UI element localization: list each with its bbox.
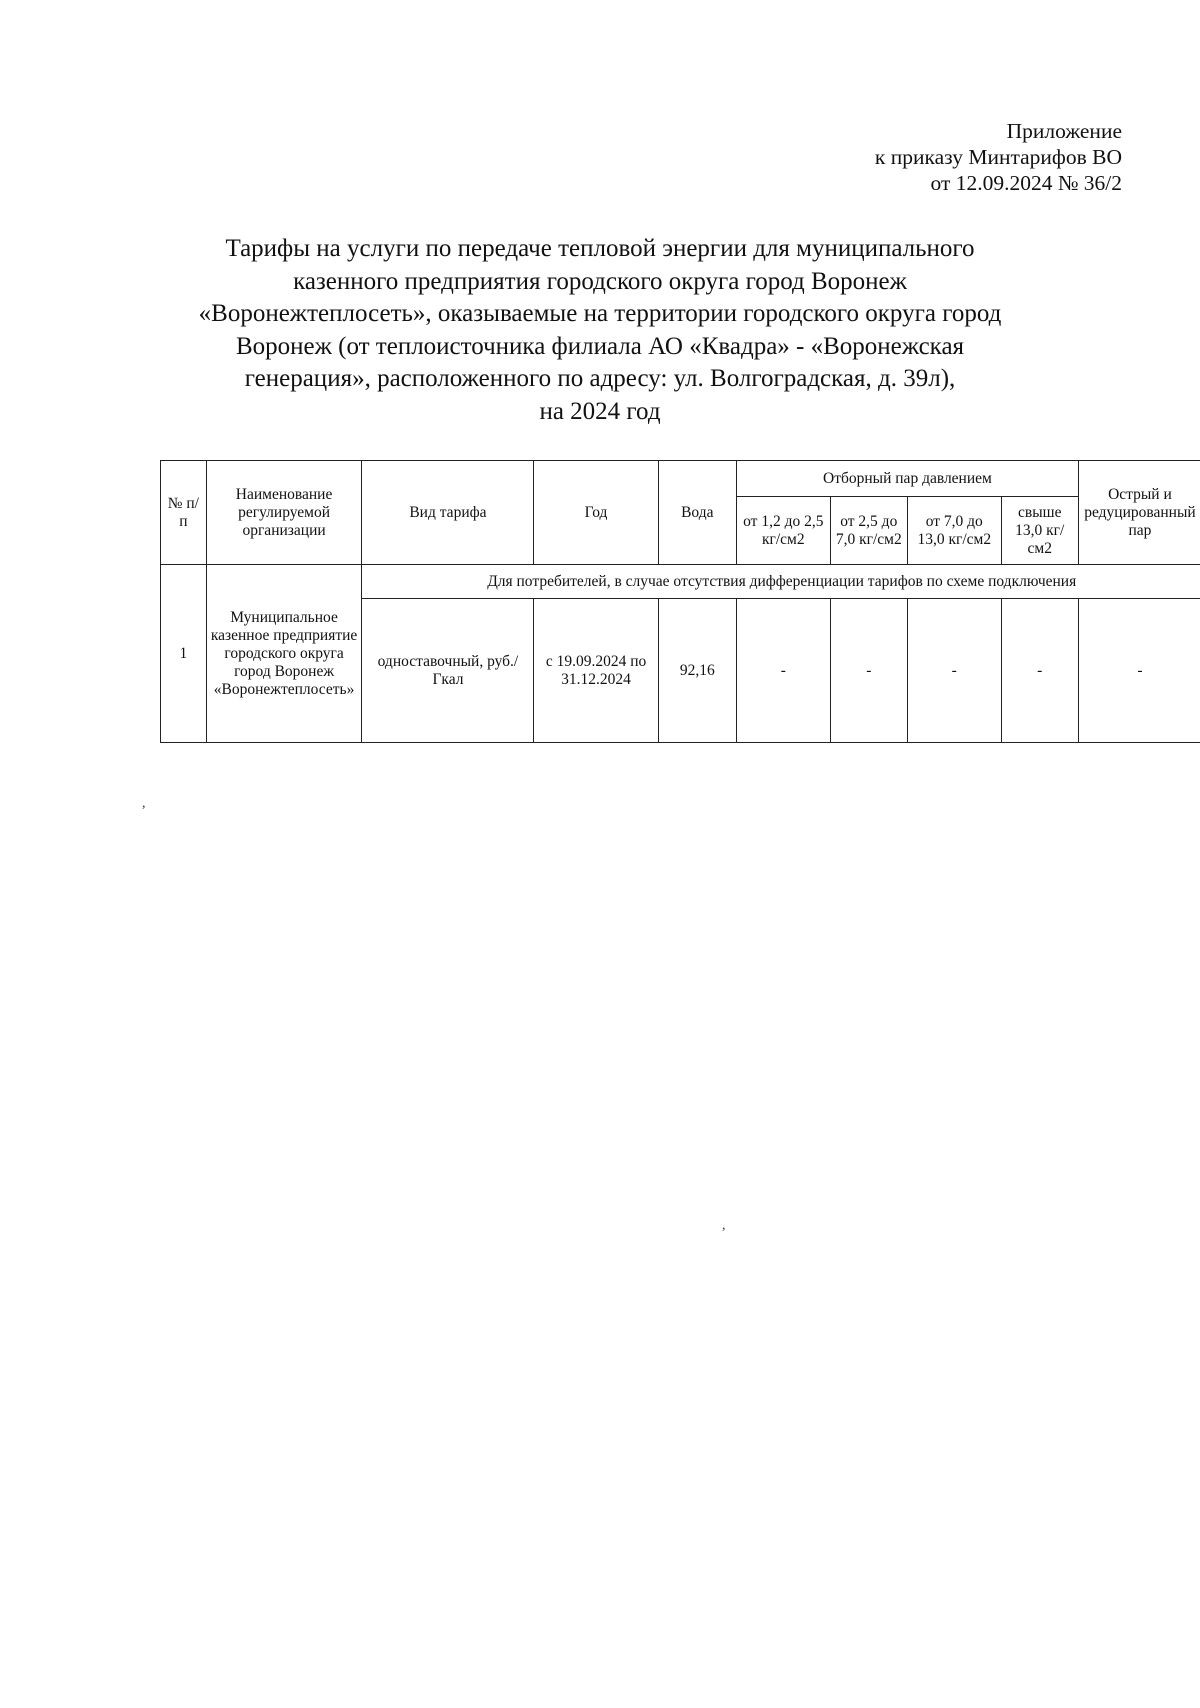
header-tariff-type: Вид тарифа (362, 461, 534, 565)
cell-sharp-steam: - (1078, 599, 1200, 743)
cell-org: Муниципальное казенное предприятие городского округа город Воронеж «Воронежтеплосеть» (206, 565, 362, 743)
cell-water: 92,16 (658, 599, 736, 743)
section-label: Для потребителей, в случае отсутствия дифференциации тарифов по схеме подключения (362, 565, 1200, 599)
header-steam-1: от 1,2 до 2,5 кг/см2 (736, 497, 830, 565)
header-steam-3: от 7,0 до 13,0 кг/см2 (907, 497, 1001, 565)
header-year: Год (534, 461, 658, 565)
table-header-row (161, 461, 1200, 497)
appendix-line-3: от 12.09.2024 № 36/2 (930, 171, 1122, 195)
scan-speck: , (722, 1218, 726, 1233)
cell-steam-1: - (736, 599, 830, 743)
cell-tariff-type: одноставочный, руб./Гкал (362, 599, 534, 743)
header-steam-2: от 2,5 до 7,0 кг/см2 (830, 497, 907, 565)
header-num: № п/п (161, 461, 207, 565)
title-line-4: Воронеж (от теплоисточника филиала АО «Квадра» - «Воронежская (235, 332, 965, 360)
title-line-1: Тарифы на услуги по передаче тепловой энергии для муниципального (225, 235, 975, 262)
cell-steam-4: - (1001, 599, 1078, 743)
cell-steam-2: - (830, 599, 907, 743)
document-title (150, 233, 1050, 428)
header-steam-group: Отборный пар давлением (736, 461, 1078, 497)
cell-year: с 19.09.2024 по 31.12.2024 (534, 599, 658, 743)
appendix-line-1: Приложение (1006, 119, 1122, 143)
header-water: Вода (658, 461, 736, 565)
tariff-table (160, 460, 1200, 743)
appendix-line-2: к приказу Минтарифов ВО (874, 145, 1122, 169)
title-line-2: казенного предприятия городского округа город Воронеж (293, 267, 907, 295)
header-steam-4: свыше 13,0 кг/см2 (1001, 497, 1078, 565)
cell-steam-3: - (907, 599, 1001, 743)
cell-num: 1 (161, 565, 207, 743)
table-row (161, 565, 1200, 599)
header-sharp-steam: Острый и редуцированный пар (1078, 461, 1200, 565)
title-line-3: «Воронежтеплосеть», оказываемые на территории городского округа город (198, 300, 1002, 327)
header-org: Наименование регулируемой организации (206, 461, 362, 565)
title-line-5: генерация», расположенного по адресу: ул. Волгоградская, д. 39л), (244, 365, 956, 392)
appendix-block (875, 118, 1122, 196)
title-line-6: на 2024 год (539, 397, 661, 425)
scan-speck: , (142, 796, 146, 811)
